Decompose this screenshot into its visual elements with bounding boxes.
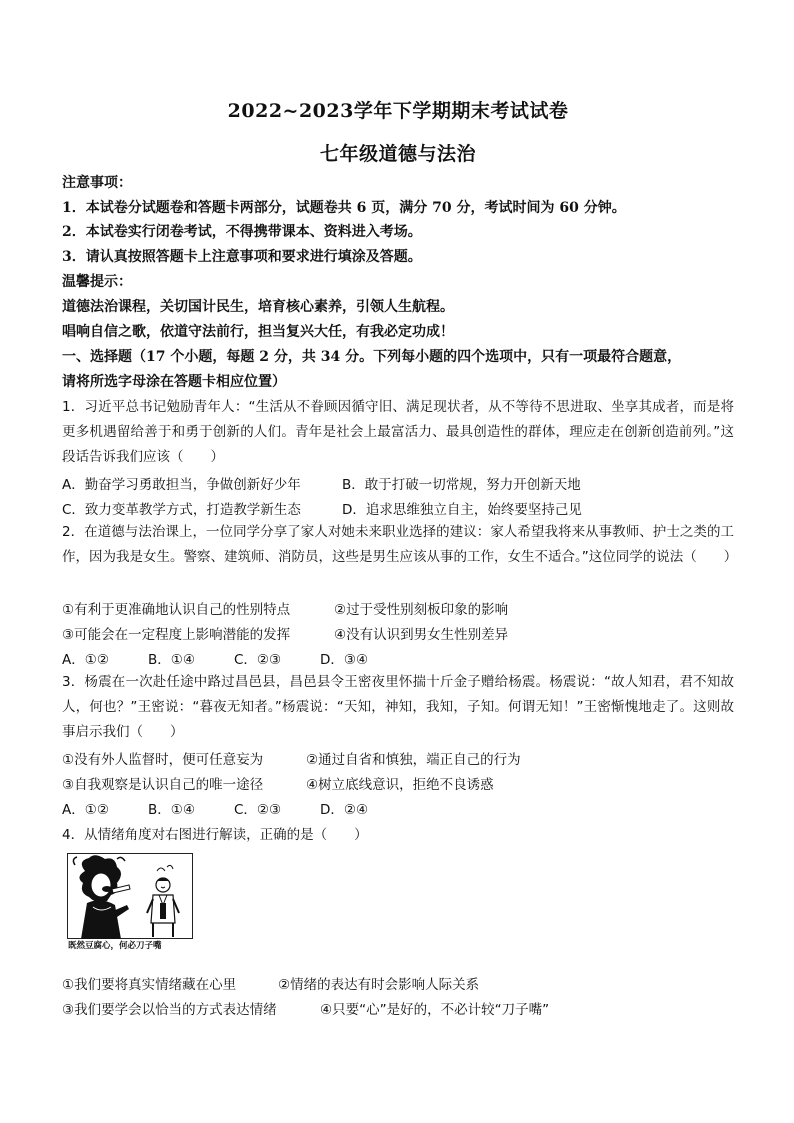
tips-heading: 温馨提示：: [62, 274, 132, 290]
statement-3: ③可能会在一定程度上影响潜能的发挥: [62, 627, 291, 643]
statement-3: ③我们要学会以恰当的方式表达情绪: [62, 1002, 277, 1018]
cartoon-illustration: [67, 853, 193, 957]
option-a: A．①②: [62, 802, 109, 818]
statement-4: ④树立底线意识，拒绝不良诱惑: [306, 777, 494, 793]
option-b: B．①④: [148, 652, 195, 668]
notice-item-3: 3．请认真按照答题卡上注意事项和要求进行填涂及答题。: [62, 249, 422, 265]
option-d: D．②④: [320, 802, 369, 818]
question-4-statements-row-2: [62, 998, 549, 1018]
statement-2: ②情绪的表达有时会影响人际关系: [278, 977, 480, 993]
question-1-options-row-1: [62, 473, 581, 493]
question-3-statements-row-1: [62, 748, 521, 768]
question-2-statements-row-2: [62, 623, 508, 643]
section-heading: 一、选择题（17 个小题，每题 2 分，共 34 分。下列每小题的四个选项中，只有一项最符合题意，: [62, 349, 682, 365]
option-c: C．致力变革教学方式，打造教学新生态: [62, 502, 301, 518]
section-heading-cont: 请将所选字母涂在答题卡相应位置）: [62, 374, 286, 390]
question-3-options: [62, 798, 368, 818]
statement-1: ①有利于更准确地认识自己的性别特点: [62, 602, 291, 618]
option-b: B．①④: [148, 802, 195, 818]
cartoon-caption: 既然豆腐心，何必刀子嘴: [68, 941, 162, 951]
question-2-stem: 2．在道德与法治课上，一位同学分享了家人对她未来职业选择的建议：家人希望我将来从事教师、护士之类的工作，因为我是女生。警察、建筑师、消防员，这些是男生应该从事的工作，女生不适合。”这位同学的说法（ ）: [62, 524, 738, 565]
statement-4: ④只要“心”是好的，不必计较“刀子嘴”: [320, 1002, 550, 1018]
question-4-stem: 4．从情绪角度对右图进行解读，正确的是（ ）: [62, 827, 368, 843]
notice-heading: 注意事项：: [62, 175, 132, 191]
statement-2: ②过于受性别刻板印象的影响: [334, 602, 509, 618]
statement-4: ④没有认识到男女生性别差异: [334, 627, 509, 643]
notice-item-1: 1．本试卷分试题卷和答题卡两部分，试题卷共 6 页，满分 70 分，考试时间为 60 分钟。: [62, 200, 626, 216]
tips-line-1: 道德法治课程，关切国计民生，培育核心素养，引领人生航程。: [62, 299, 454, 315]
statement-1: ①没有外人监督时，便可任意妄为: [62, 752, 264, 768]
question-2-options: [62, 648, 368, 668]
cartoon-drawing: [67, 853, 193, 939]
exam-subtitle: 七年级道德与法治: [319, 143, 476, 165]
question-3-stem: 3．杨震在一次赴任途中路过昌邑县，昌邑县令王密夜里怀揣十斤金子赠给杨震。杨震说：“故人知君，君不知故人，何也？”王密说：“暮夜无知者。”杨震说：“天知，神知，我知，子知。何谓无知！”王密惭愧地走了。这则故事启示我们（ ）: [62, 674, 734, 740]
statement-3: ③自我观察是认识自己的唯一途径: [62, 777, 264, 793]
notice-item-2: 2．本试卷实行闭卷考试，不得携带课本、资料进入考场。: [62, 224, 422, 240]
option-b: B．敢于打破一切常规，努力开创新天地: [342, 477, 581, 493]
question-1-stem: 1．习近平总书记勉励青年人：“生活从不眷顾因循守旧、满足现状者，从不等待不思进取、坐享其成者，而是将更多机遇留给善于和勇于创新的人们。青年是社会上最富活力、最具创造性的群体，理应走在创新创造前列。”这段话告诉我们应该（ ）: [62, 399, 734, 465]
question-4-statements-row-1: [62, 973, 479, 993]
option-a: A．勤奋学习勇敢担当，争做创新好少年: [62, 477, 301, 493]
exam-title: 2022~2023学年下学期期末考试试卷: [227, 100, 569, 122]
option-a: A．①②: [62, 652, 109, 668]
question-2-statements-row-1: [62, 598, 508, 618]
tips-line-2: 唱响自信之歌，依道守法前行，担当复兴大任，有我必定功成！: [62, 324, 454, 340]
option-c: C．②③: [234, 652, 282, 668]
question-1-options-row-2: [62, 498, 582, 518]
option-d: D．③④: [320, 652, 369, 668]
option-c: C．②③: [234, 802, 282, 818]
question-3-statements-row-2: [62, 773, 494, 793]
statement-2: ②通过自省和慎独，端正自己的行为: [306, 752, 521, 768]
option-d: D．追求思维独立自主，始终要坚持己见: [342, 502, 582, 518]
statement-1: ①我们要将真实情绪藏在心里: [62, 977, 237, 993]
